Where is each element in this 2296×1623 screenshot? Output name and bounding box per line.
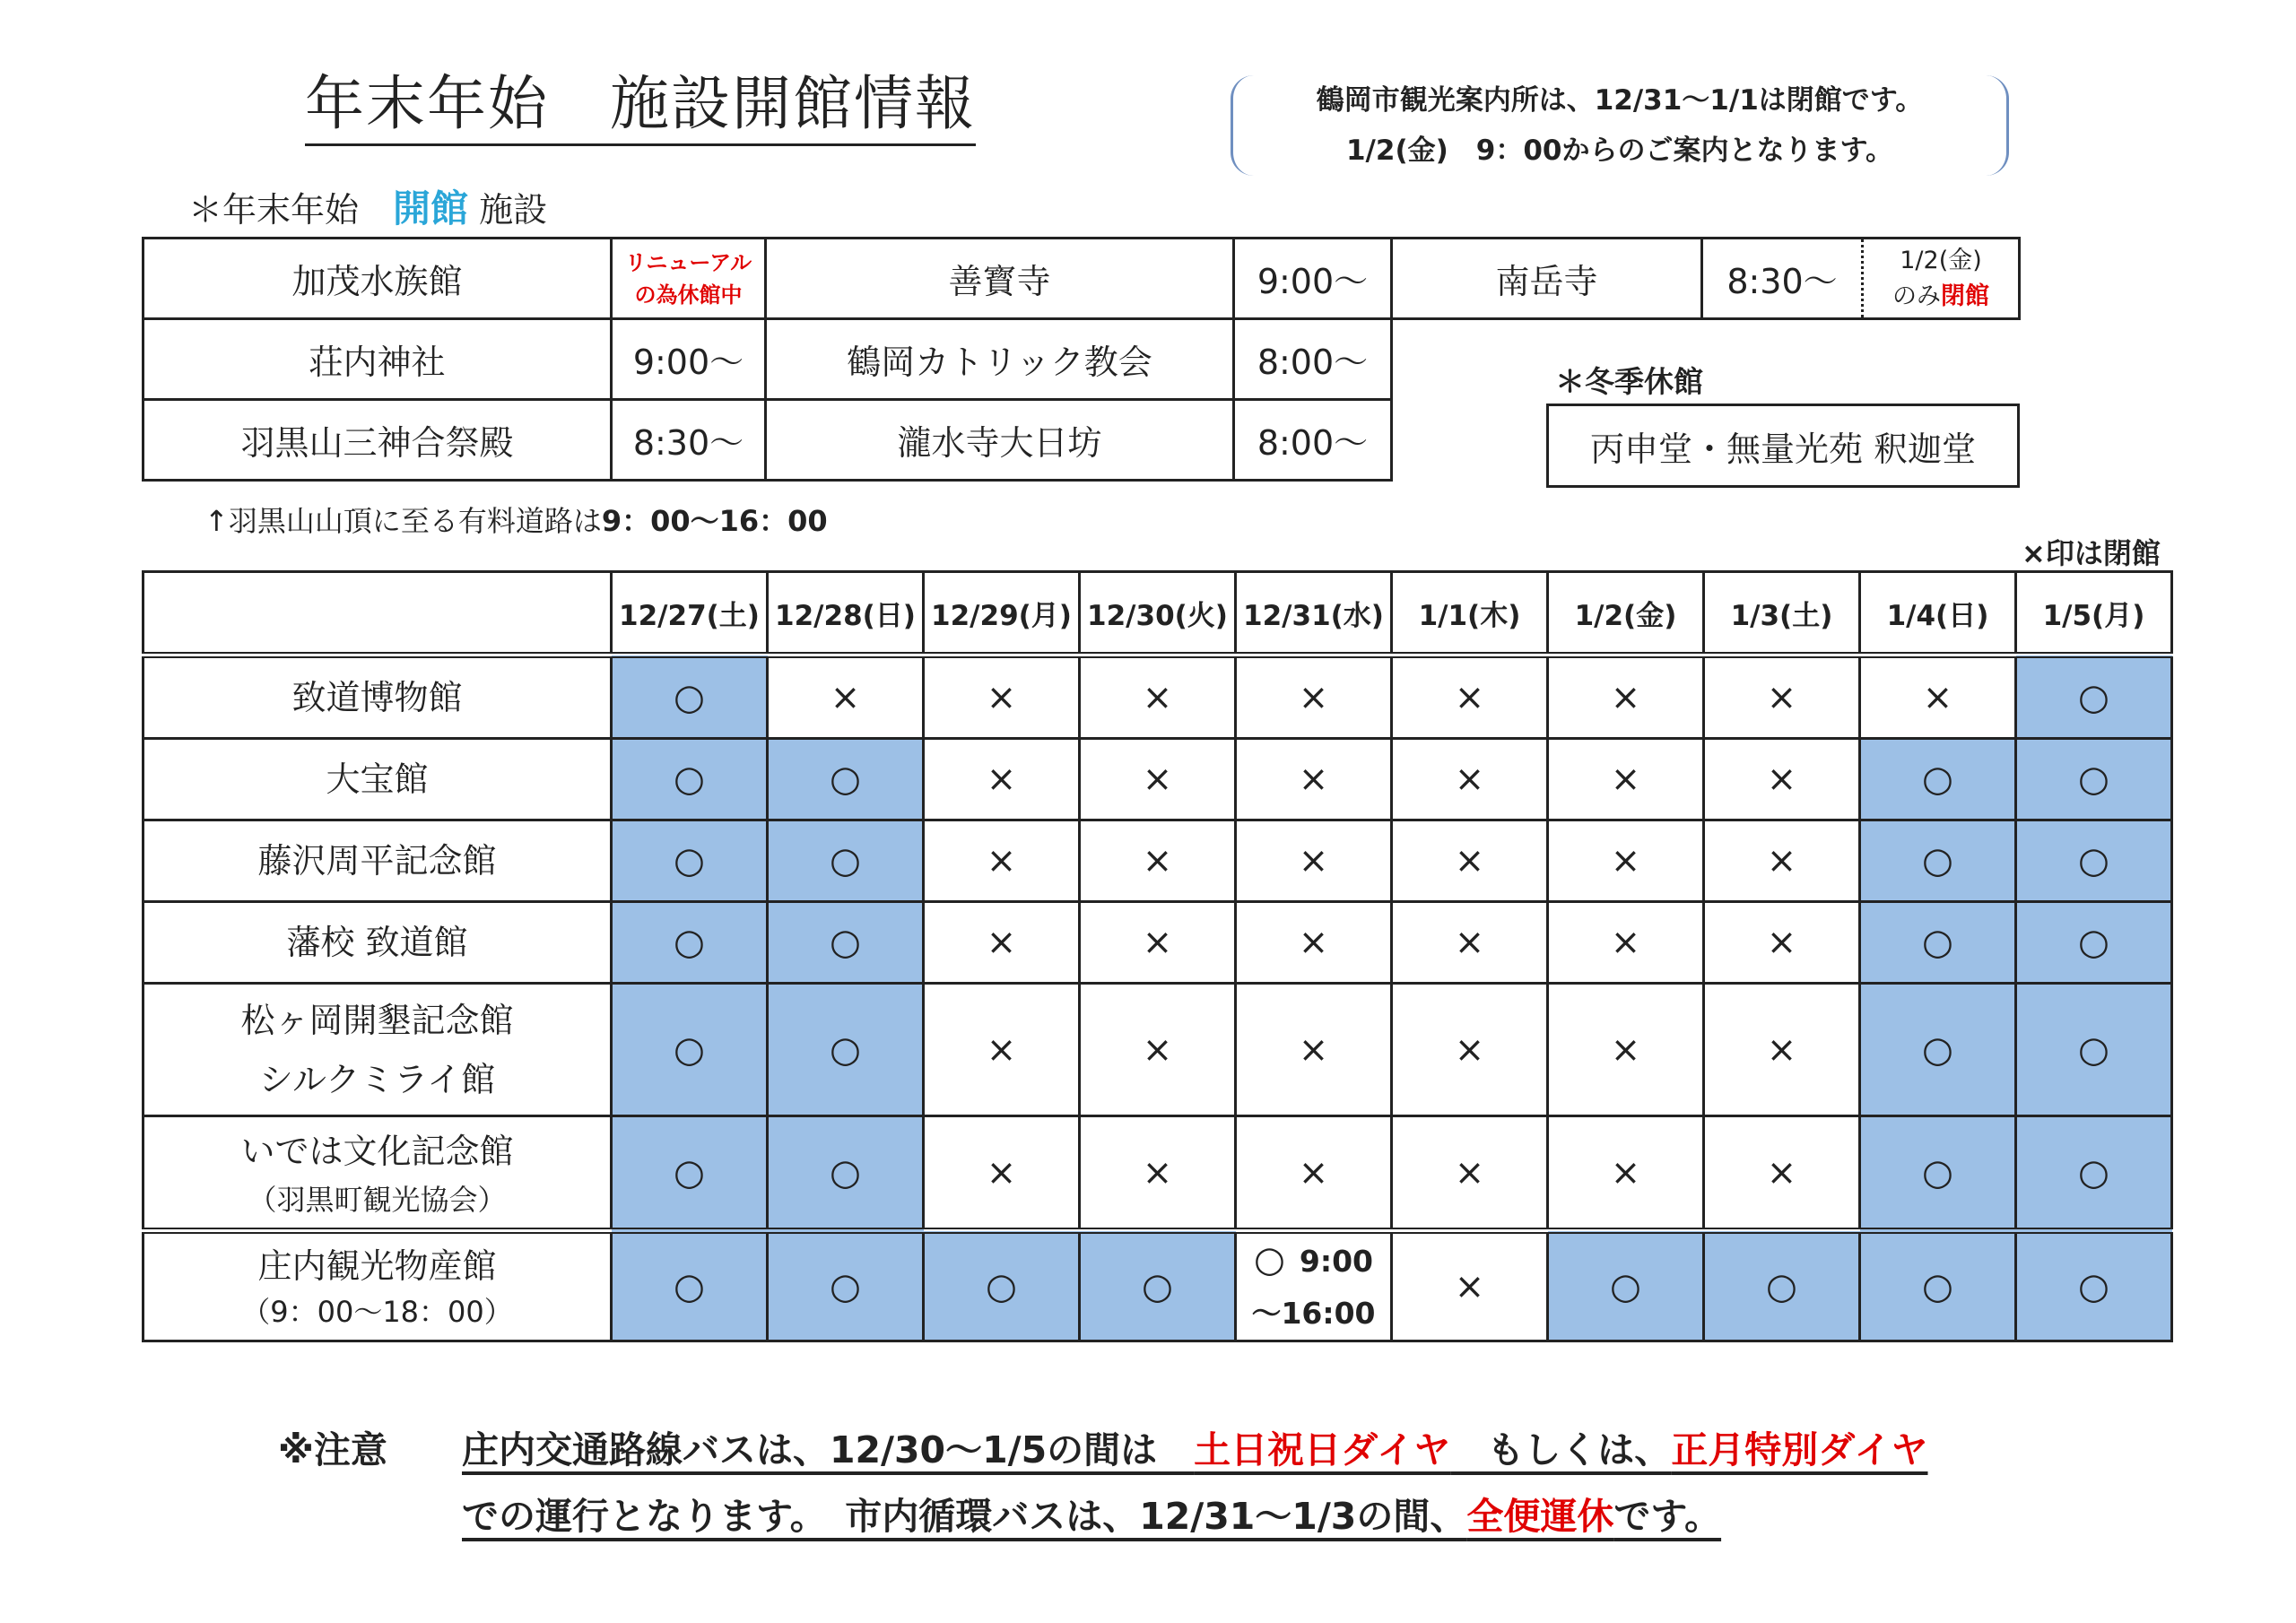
closed-mark: × [1454, 922, 1485, 963]
status-cell [768, 1231, 924, 1341]
closed-mark: × [1298, 1151, 1329, 1193]
closed-mark: × [1298, 1028, 1329, 1071]
open-mark: ○ [1922, 759, 1953, 800]
facility-subtitle: （9：00～18：00） [241, 1295, 513, 1329]
closed-day-note [1861, 239, 2018, 317]
special-hours-start: 9:00 [1299, 1244, 1373, 1279]
status-cell [1392, 1231, 1548, 1341]
notice-line-1: 鶴岡市観光案内所は、12/31～1/1は閉館です。 [1316, 84, 1924, 117]
closed-mark: × [1142, 677, 1173, 718]
closed-mark: × [1766, 840, 1797, 881]
status-cell [768, 1116, 924, 1231]
facility-name: 大宝館 [326, 759, 429, 799]
closed-mark: × [1610, 759, 1641, 800]
status-cell [1392, 739, 1548, 820]
closed-mark: × [986, 1151, 1017, 1193]
legend-note: ×印は閉館 [2022, 536, 2161, 570]
closed-mark: × [1142, 1151, 1173, 1193]
status-cell [1704, 820, 1860, 902]
closed-mark: × [1610, 1028, 1641, 1071]
date-header: 1/5(月) [2016, 572, 2172, 655]
table-row [144, 1231, 2172, 1341]
status-cell [1860, 820, 2016, 902]
facility-name-cell [144, 655, 612, 739]
status-cell [768, 984, 924, 1116]
status-cell [1080, 902, 1236, 984]
status-cell [1860, 902, 2016, 984]
table-row [144, 1116, 2172, 1231]
open-mark: ○ [674, 1151, 705, 1193]
facility-name-cell [144, 820, 612, 902]
winter-closure-facility: 丙申堂・無量光苑 釈迦堂 [1546, 404, 2020, 488]
status-cell [612, 984, 768, 1116]
open-mark: ○ [674, 1028, 705, 1071]
table-row [144, 239, 1392, 319]
closed-mark: × [1766, 1028, 1797, 1071]
caution-highlight: 土日祝日ダイヤ [1194, 1428, 1451, 1471]
date-header: 1/4(日) [1860, 572, 2016, 655]
closed-mark: × [1610, 840, 1641, 881]
status-cell [1236, 739, 1392, 820]
renewal-note [612, 239, 766, 319]
closed-mark: × [1142, 922, 1173, 963]
nangakuji-table [1390, 237, 2021, 320]
open-mark: ○ [830, 840, 861, 881]
table-row [144, 739, 2172, 820]
schedule-header-row [144, 572, 2172, 655]
closed-mark: × [1454, 1151, 1485, 1193]
open-mark: ○ [830, 1266, 861, 1307]
facility-name: 松ヶ岡開墾記念館 [240, 1000, 514, 1040]
closed-mark: × [1454, 840, 1485, 881]
opening-time: 9:00～ [1234, 239, 1392, 319]
facility-name-cell [144, 1231, 612, 1341]
status-cell [1548, 1231, 1704, 1341]
table-row [144, 902, 2172, 984]
status-cell [1236, 984, 1392, 1116]
caution-highlight: 正月特別ダイヤ [1671, 1428, 1928, 1471]
status-cell [924, 655, 1080, 739]
open-mark: ○ [830, 759, 861, 800]
open-mark: ○ [830, 1151, 861, 1193]
schedule-table [142, 570, 2173, 1342]
closed-mark: × [1454, 1266, 1485, 1307]
status-cell [1548, 1116, 1704, 1231]
status-cell [2016, 1116, 2172, 1231]
closed-mark: × [1766, 677, 1797, 718]
status-cell [1704, 1116, 1860, 1231]
status-cell [924, 739, 1080, 820]
status-cell [924, 984, 1080, 1116]
closed-mark: × [1298, 840, 1329, 881]
open-facilities-table [142, 237, 1393, 482]
status-cell [2016, 902, 2172, 984]
open-mark: ○ [830, 922, 861, 963]
opening-time: 8:00～ [1234, 319, 1392, 400]
caution-highlight: 全便運休 [1466, 1495, 1614, 1538]
status-cell [2016, 1231, 2172, 1341]
open-mark: ○ [674, 759, 705, 800]
open-mark: ○ [2078, 922, 2109, 963]
open-facilities-heading [188, 179, 547, 233]
caution-text: です。 [1613, 1495, 1722, 1538]
closed-mark: × [1922, 677, 1953, 718]
closed-mark: × [986, 759, 1017, 800]
closed-day-date: 1/2(金) [1900, 246, 1982, 274]
opening-time: 8:30～ [1726, 262, 1838, 301]
status-cell [924, 1231, 1080, 1341]
date-header: 12/31(水) [1236, 572, 1392, 655]
open-mark: ○ [2078, 1028, 2109, 1071]
table-row [1392, 239, 2020, 319]
caution-text: もしくは、 [1450, 1428, 1672, 1471]
closed-mark: × [1454, 1028, 1485, 1071]
caution-label: ※注意 [278, 1428, 387, 1471]
status-cell [1860, 984, 2016, 1116]
status-cell [1548, 820, 1704, 902]
page-title: 年末年始 施設開館情報 [305, 70, 976, 146]
subhead-accent: 開館 [393, 187, 469, 230]
closed-mark: × [1610, 1151, 1641, 1193]
toll-road-note [204, 499, 828, 540]
closed-mark: × [830, 677, 861, 718]
status-cell [768, 902, 924, 984]
caution-line-1 [462, 1417, 1928, 1483]
open-mark: ○ [674, 1266, 705, 1307]
facility-name: 藩校 致道館 [286, 923, 468, 962]
opening-time: 8:30～ [612, 400, 766, 481]
status-cell [1236, 902, 1392, 984]
open-mark: ○ [1922, 922, 1953, 963]
table-row [144, 400, 1392, 481]
closed-mark: × [1298, 677, 1329, 718]
status-cell [768, 655, 924, 739]
nangakuji-time-cell [1702, 239, 2020, 319]
facility-name: 瀧水寺大日坊 [766, 400, 1234, 481]
status-cell [924, 1116, 1080, 1231]
toll-road-hours: 9：00～16：00 [601, 504, 828, 538]
status-cell [1860, 655, 2016, 739]
closed-mark: × [1766, 922, 1797, 963]
status-cell [612, 1116, 768, 1231]
opening-time: 9:00～ [612, 319, 766, 400]
closed-mark: × [986, 677, 1017, 718]
closed-mark: × [1298, 922, 1329, 963]
winter-closure-label: ＊冬季休館 [1555, 364, 1703, 399]
date-header: 12/28(日) [768, 572, 924, 655]
status-cell [924, 820, 1080, 902]
date-header: 12/30(火) [1080, 572, 1236, 655]
open-mark: ○ [674, 922, 705, 963]
open-mark: ○ [2078, 840, 2109, 881]
facility-name: 荘内神社 [144, 319, 612, 400]
status-cell [1392, 655, 1548, 739]
status-cell [1392, 1116, 1548, 1231]
facility-name: 致道博物館 [291, 678, 463, 717]
date-header: 1/2(金) [1548, 572, 1704, 655]
facility-name-cell [144, 739, 612, 820]
status-cell [612, 1231, 768, 1341]
table-row [144, 984, 2172, 1116]
open-mark: ○ [1142, 1266, 1173, 1307]
status-cell [2016, 739, 2172, 820]
status-cell [1392, 820, 1548, 902]
table-row [144, 820, 2172, 902]
open-mark: ○ [1922, 1028, 1953, 1071]
status-cell [1236, 820, 1392, 902]
closed-mark: × [1298, 759, 1329, 800]
closed-mark: × [1142, 759, 1173, 800]
status-cell [1548, 655, 1704, 739]
closed-day-label: 閉館 [1941, 282, 1989, 310]
facility-name: 南岳寺 [1392, 239, 1702, 319]
date-header: 1/1(木) [1392, 572, 1548, 655]
status-cell [1704, 739, 1860, 820]
closed-mark: × [986, 840, 1017, 881]
status-cell [1548, 739, 1704, 820]
closed-day-prefix: のみ [1892, 282, 1941, 310]
status-cell [2016, 984, 2172, 1116]
open-mark: ○ [1766, 1266, 1797, 1307]
status-cell [1236, 1116, 1392, 1231]
status-cell [1080, 820, 1236, 902]
status-cell [1548, 984, 1704, 1116]
status-cell [1548, 902, 1704, 984]
facility-name: いでは文化記念館 [240, 1131, 514, 1171]
status-cell [1080, 1231, 1236, 1341]
facility-name: 羽黒山三神合祭殿 [144, 400, 612, 481]
closed-mark: × [1142, 840, 1173, 881]
facility-name: 庄内観光物産館 [257, 1246, 497, 1286]
status-cell [1392, 984, 1548, 1116]
open-mark: ○ [2078, 677, 2109, 718]
special-hours-line-1 [1237, 1234, 1390, 1288]
open-mark: ○ [1610, 1266, 1641, 1307]
status-cell [1392, 902, 1548, 984]
status-cell [612, 902, 768, 984]
status-cell [612, 655, 768, 739]
facility-subtitle: （羽黒町観光協会） [248, 1182, 507, 1217]
renewal-note-line-1: リニューアル [624, 249, 752, 275]
info-center-notice [1231, 75, 2009, 176]
status-cell [1080, 655, 1236, 739]
status-cell [1704, 1231, 1860, 1341]
open-mark: ○ [830, 1028, 861, 1071]
open-mark: ○ [1922, 840, 1953, 881]
status-cell [1704, 655, 1860, 739]
facility-name: 藤沢周平記念館 [257, 841, 497, 881]
status-cell [1236, 655, 1392, 739]
status-cell [1860, 1231, 2016, 1341]
facility-name: 加茂水族館 [144, 239, 612, 319]
facility-name-line-2: シルクミライ館 [258, 1059, 496, 1099]
status-cell [612, 739, 768, 820]
status-cell [1080, 984, 1236, 1116]
notice-line-2: 1/2(金) 9：00からのご案内となります。 [1345, 135, 1894, 167]
status-cell [1860, 1116, 2016, 1231]
special-hours-end: ～16:00 [1251, 1296, 1376, 1331]
opening-time: 8:00～ [1234, 400, 1392, 481]
date-header: 12/29(月) [924, 572, 1080, 655]
table-row [144, 319, 1392, 400]
facility-name-cell [144, 902, 612, 984]
status-cell [612, 820, 768, 902]
header-blank [144, 572, 612, 655]
subhead-prefix: ＊年末年始 [188, 190, 394, 230]
status-cell [768, 820, 924, 902]
open-mark: ○ [674, 677, 705, 718]
closed-mark: × [1454, 677, 1485, 718]
caution-text: 庄内交通路線バスは、12/30～1/5の間は [462, 1428, 1195, 1471]
closed-mark: × [986, 922, 1017, 963]
caution-text: での運行となります。 市内循環バスは、12/31～1/3の間、 [462, 1495, 1467, 1538]
table-row [144, 655, 2172, 739]
closed-mark: × [1142, 1028, 1173, 1071]
status-cell [1704, 902, 1860, 984]
status-cell [2016, 820, 2172, 902]
status-cell [768, 739, 924, 820]
open-mark: ○ [2078, 1151, 2109, 1193]
closed-mark: × [986, 1028, 1017, 1071]
open-mark: ○ [1254, 1239, 1285, 1280]
facility-name: 鶴岡カトリック教会 [766, 319, 1234, 400]
closed-mark: × [1454, 759, 1485, 800]
toll-road-text: ↑羽黒山山頂に至る有料道路は [204, 504, 602, 538]
facility-name: 善寳寺 [766, 239, 1234, 319]
open-mark: ○ [1922, 1151, 1953, 1193]
caution-line-2 [462, 1483, 1721, 1549]
status-cell [2016, 655, 2172, 739]
facility-name-cell [144, 1116, 612, 1231]
closed-mark: × [1766, 759, 1797, 800]
status-cell [1080, 739, 1236, 820]
status-cell [1860, 739, 2016, 820]
status-cell [1704, 984, 1860, 1116]
open-mark: ○ [2078, 759, 2109, 800]
closed-mark: × [1766, 1151, 1797, 1193]
status-cell [924, 902, 1080, 984]
open-mark: ○ [2078, 1266, 2109, 1307]
open-mark: ○ [986, 1266, 1017, 1307]
renewal-note-line-2: の為休館中 [634, 282, 743, 308]
closed-mark: × [1610, 922, 1641, 963]
open-mark: ○ [674, 840, 705, 881]
date-header: 1/3(土) [1704, 572, 1860, 655]
subhead-suffix: 施設 [468, 190, 548, 230]
facility-name-cell [144, 984, 612, 1116]
date-header: 12/27(土) [612, 572, 768, 655]
status-cell [1080, 1116, 1236, 1231]
closed-mark: × [1610, 677, 1641, 718]
status-cell [1236, 1231, 1392, 1341]
open-mark: ○ [1922, 1266, 1953, 1307]
